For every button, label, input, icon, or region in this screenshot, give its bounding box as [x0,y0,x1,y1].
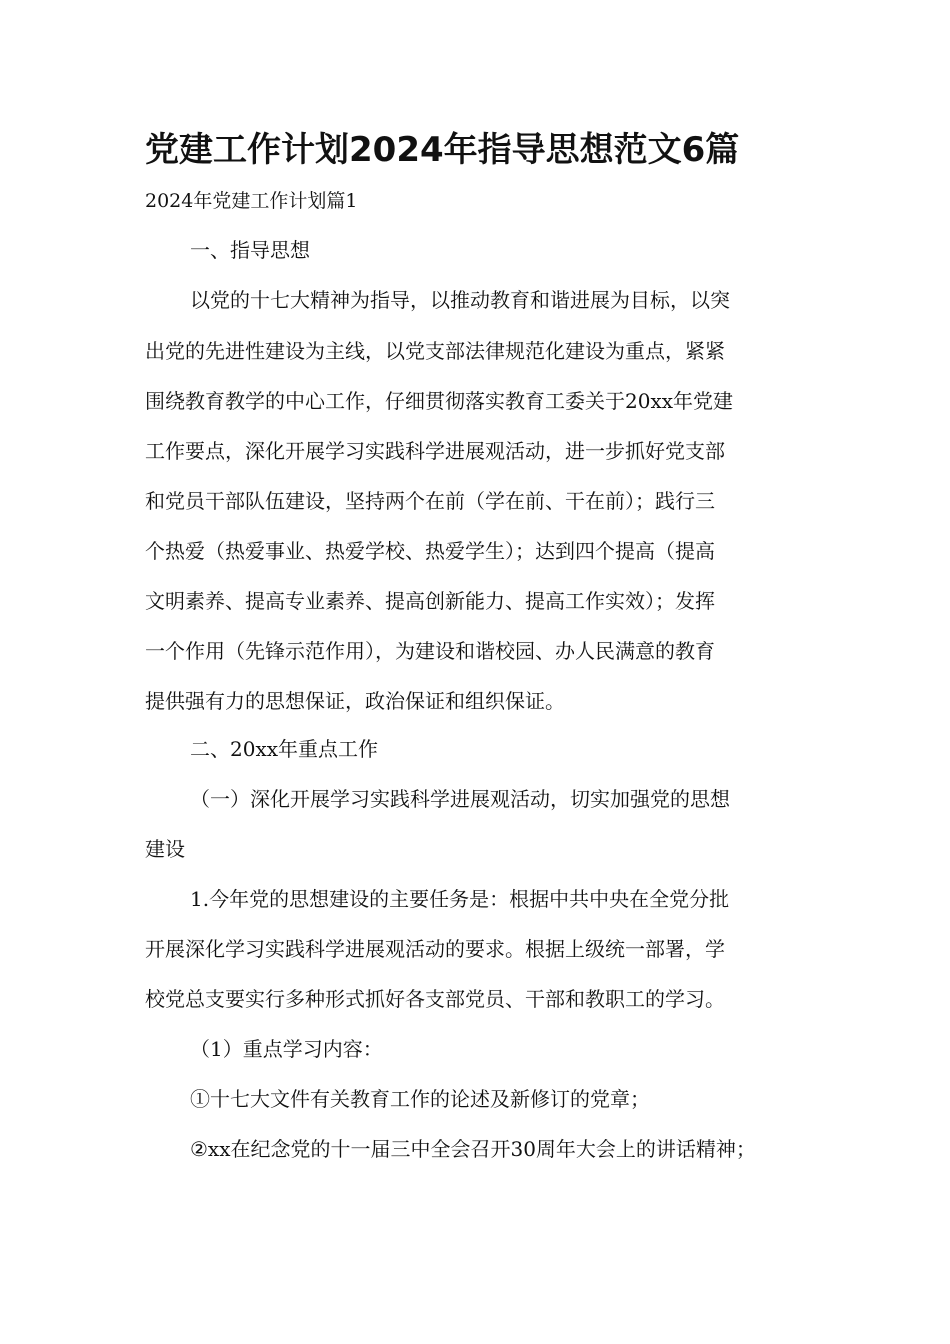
paragraph-line: 1.今年党的思想建设的主要任务是：根据中共中央在全党分批 [190,887,730,911]
paragraph-line: 一个作用（先锋示范作用），为建设和谐校园、办人民满意的教育 [145,639,715,663]
paragraph-line: 围绕教育教学的中心工作，仔细贯彻落实教育工委关于20xx年党建 [145,389,734,413]
paragraph-line: 文明素养、提高专业素养、提高创新能力、提高工作实效）；发挥 [145,589,715,613]
list-item: ①十七大文件有关教育工作的论述及新修订的党章； [190,1087,650,1111]
paragraph-line: 以党的十七大精神为指导，以推动教育和谐进展为目标，以突 [190,288,730,312]
paragraph-line: 个热爱（热爱事业、热爱学校、热爱学生）；达到四个提高（提高 [145,539,715,563]
subsection-heading-line: 建设 [145,837,185,861]
paragraph-line: 出党的先进性建设为主线，以党支部法律规范化建设为重点，紧紧 [145,339,725,363]
paragraph-line: 提供强有力的思想保证，政治保证和组织保证。 [145,689,565,713]
list-heading: （1）重点学习内容： [190,1037,383,1061]
section-heading-key-work: 二、20xx年重点工作 [190,737,379,761]
paragraph-line: 校党总支要实行多种形式抓好各支部党员、干部和教职工的学习。 [145,987,725,1011]
paragraph-line: 开展深化学习实践科学进展观活动的要求。根据上级统一部署，学 [145,937,725,961]
section-heading-guiding-thought: 一、指导思想 [190,238,310,262]
paragraph-line: 和党员干部队伍建设，坚持两个在前（学在前、干在前）；践行三 [145,489,715,513]
document-subtitle: 2024年党建工作计划篇1 [145,190,358,212]
paragraph-line: 工作要点，深化开展学习实践科学进展观活动，进一步抓好党支部 [145,439,725,463]
list-item: ②xx在纪念党的十一届三中全会召开30周年大会上的讲话精神； [190,1137,756,1161]
document-title: 党建工作计划2024年指导思想范文6篇 [145,130,740,170]
subsection-heading-line: （一）深化开展学习实践科学进展观活动，切实加强党的思想 [190,787,730,811]
